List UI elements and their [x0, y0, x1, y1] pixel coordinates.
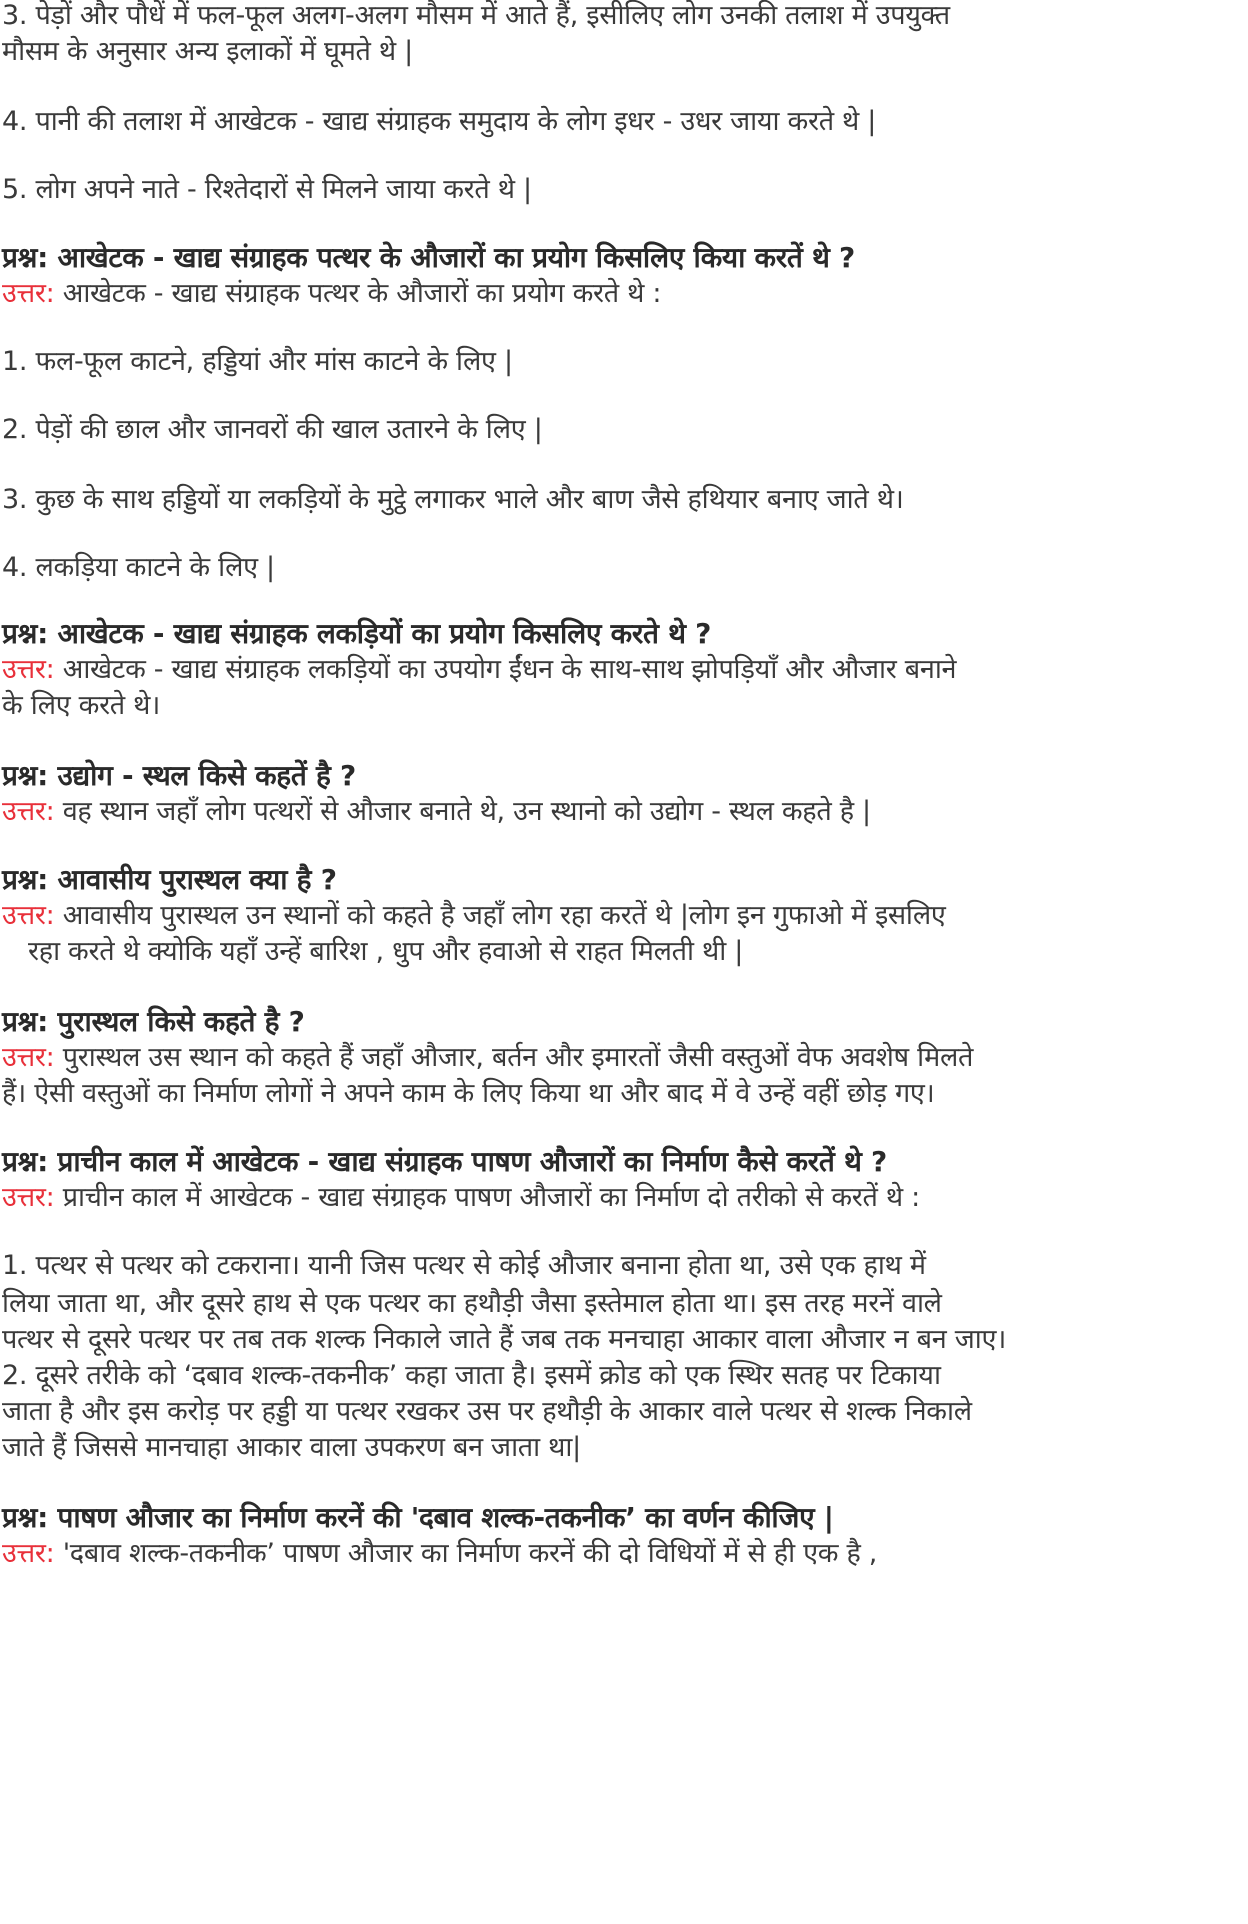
list-item: 3. पेड़ों और पौधें में फल-फूल अलग-अलग मौसम में आते हैं, इसीलिए लोग उनकी तलाश में उपयुक्त — [2, 0, 950, 31]
answer-line — [2, 1038, 973, 1078]
question-text: पाषण औजार का निर्माण करनें की 'दबाव शल्क-तकनीक’ का वर्णन कीजिए | — [57, 1501, 834, 1534]
question-text: उद्योग - स्थल किसे कहतें है ? — [57, 759, 356, 792]
list-item: 2. दूसरे तरीके को ‘दबाव शल्क-तकनीक’ कहा जाता है। इसमें क्रोड को एक स्थिर सतह पर टिकाया — [2, 1360, 941, 1391]
question-label: प्रश्न: — [2, 1145, 49, 1178]
question-text: पुरास्थल किसे कहते है ? — [57, 1005, 305, 1038]
list-item-continuation: जाता है और इस करोड़ पर हड्डी या पत्थर रखकर उस पर हथौड़ी के आकार वाले पत्थर से शल्क निकाले — [2, 1396, 972, 1427]
answer-line — [2, 1534, 877, 1574]
list-item: 1. पत्थर से पत्थर को टकराना। यानी जिस पत्थर से कोई औजार बनाना होता था, उसे एक हाथ में — [2, 1250, 926, 1281]
question-label: प्रश्न: — [2, 863, 49, 896]
answer-text: पुरास्थल उस स्थान को कहते हैं जहाँ औजार, बर्तन और इमारतों जैसी वस्तुओं वेफ अवशेष मिलते — [54, 1042, 974, 1073]
answer-continuation: के लिए करते थे। — [2, 690, 161, 721]
answer-text: प्राचीन काल में आखेटक - खाद्य संग्राहक पाषण औजारों का निर्माण दो तरीको से करतें थे : — [54, 1182, 920, 1213]
question-heading — [2, 860, 337, 900]
answer-line — [2, 650, 956, 690]
question-text: आवासीय पुरास्थल क्या है ? — [57, 863, 337, 896]
list-item: 2. पेड़ों की छाल और जानवरों की खाल उतारने के लिए | — [2, 414, 543, 445]
question-heading — [2, 614, 711, 654]
list-item: 4. लकड़िया काटने के लिए | — [2, 552, 275, 583]
list-item: 4. पानी की तलाश में आखेटक - खाद्य संग्राहक समुदाय के लोग इधर - उधर जाया करते थे | — [2, 106, 877, 137]
list-item: 1. फल-फूल काटने, हड्डियां और मांस काटने के लिए | — [2, 346, 513, 377]
answer-label: उत्तर: — [2, 900, 55, 931]
list-item-continuation: मौसम के अनुसार अन्य इलाकों में घूमते थे | — [2, 36, 413, 67]
list-item-continuation: लिया जाता था, और दूसरे हाथ से एक पत्थर का हथौड़ी जैसा इस्तेमाल होता था। इस तरह मरनें वाले — [2, 1288, 942, 1319]
answer-label: उत्तर: — [2, 1182, 55, 1213]
question-heading — [2, 1142, 887, 1182]
question-heading — [2, 1498, 834, 1538]
answer-line — [2, 274, 661, 314]
answer-label: उत्तर: — [2, 1042, 55, 1073]
question-text: आखेटक - खाद्य संग्राहक पत्थर के औजारों का प्रयोग किसलिए किया करतें थे ? — [57, 241, 855, 274]
question-label: प्रश्न: — [2, 1501, 49, 1534]
answer-continuation: रहा करते थे क्योकि यहाँ उन्हें बारिश , धुप और हवाओ से राहत मिलती थी | — [28, 936, 743, 967]
answer-text: 'दबाव शल्क-तकनीक’ पाषण औजार का निर्माण करनें की दो विधियों में से ही एक है , — [54, 1538, 878, 1569]
answer-continuation: हैं। ऐसी वस्तुओं का निर्माण लोगों ने अपने काम के लिए किया था और बाद में वे उन्हें वहीं छोड़ गए। — [2, 1078, 935, 1109]
question-text: प्राचीन काल में आखेटक - खाद्य संग्राहक पाषण औजारों का निर्माण कैसे करतें थे ? — [57, 1145, 887, 1178]
list-item: 3. कुछ के साथ हड्डियों या लकड़ियों के मुट्ठे लगाकर भाले और बाण जैसे हथियार बनाए जाते थे। — [2, 484, 904, 515]
answer-label: उत्तर: — [2, 654, 55, 685]
question-text: आखेटक - खाद्य संग्राहक लकड़ियों का प्रयोग किसलिए करते थे ? — [57, 617, 712, 650]
answer-text: आवासीय पुरास्थल उन स्थानों को कहते है जहाँ लोग रहा करतें थे |लोग इन गुफाओ में इसलिए — [54, 900, 946, 931]
answer-label: उत्तर: — [2, 796, 55, 827]
question-label: प्रश्न: — [2, 241, 49, 274]
answer-line — [2, 792, 871, 832]
question-label: प्रश्न: — [2, 617, 49, 650]
question-label: प्रश्न: — [2, 759, 49, 792]
answer-line — [2, 1178, 920, 1218]
answer-text: वह स्थान जहाँ लोग पत्थरों से औजार बनाते थे, उन स्थानो को उद्योग - स्थल कहते है | — [54, 796, 871, 827]
answer-text: आखेटक - खाद्य संग्राहक पत्थर के औजारों का प्रयोग करते थे : — [54, 278, 662, 309]
answer-text: आखेटक - खाद्य संग्राहक लकड़ियों का उपयोग ईंधन के साथ-साथ झोपड़ियाँ और औजार बनाने — [54, 654, 957, 685]
question-heading — [2, 1002, 305, 1042]
question-heading — [2, 238, 855, 278]
answer-label: उत्तर: — [2, 1538, 55, 1569]
question-heading — [2, 756, 356, 796]
list-item: 5. लोग अपने नाते - रिश्तेदारों से मिलने जाया करते थे | — [2, 174, 532, 205]
list-item-continuation: जाते हैं जिससे मानचाहा आकार वाला उपकरण बन जाता था| — [2, 1432, 581, 1463]
answer-label: उत्तर: — [2, 278, 55, 309]
question-label: प्रश्न: — [2, 1005, 49, 1038]
answer-line — [2, 896, 946, 936]
list-item-continuation: पत्थर से दूसरे पत्थर पर तब तक शल्क निकाले जाते हैं जब तक मनचाहा आकार वाला औजार न बन जाए। — [2, 1324, 1007, 1355]
